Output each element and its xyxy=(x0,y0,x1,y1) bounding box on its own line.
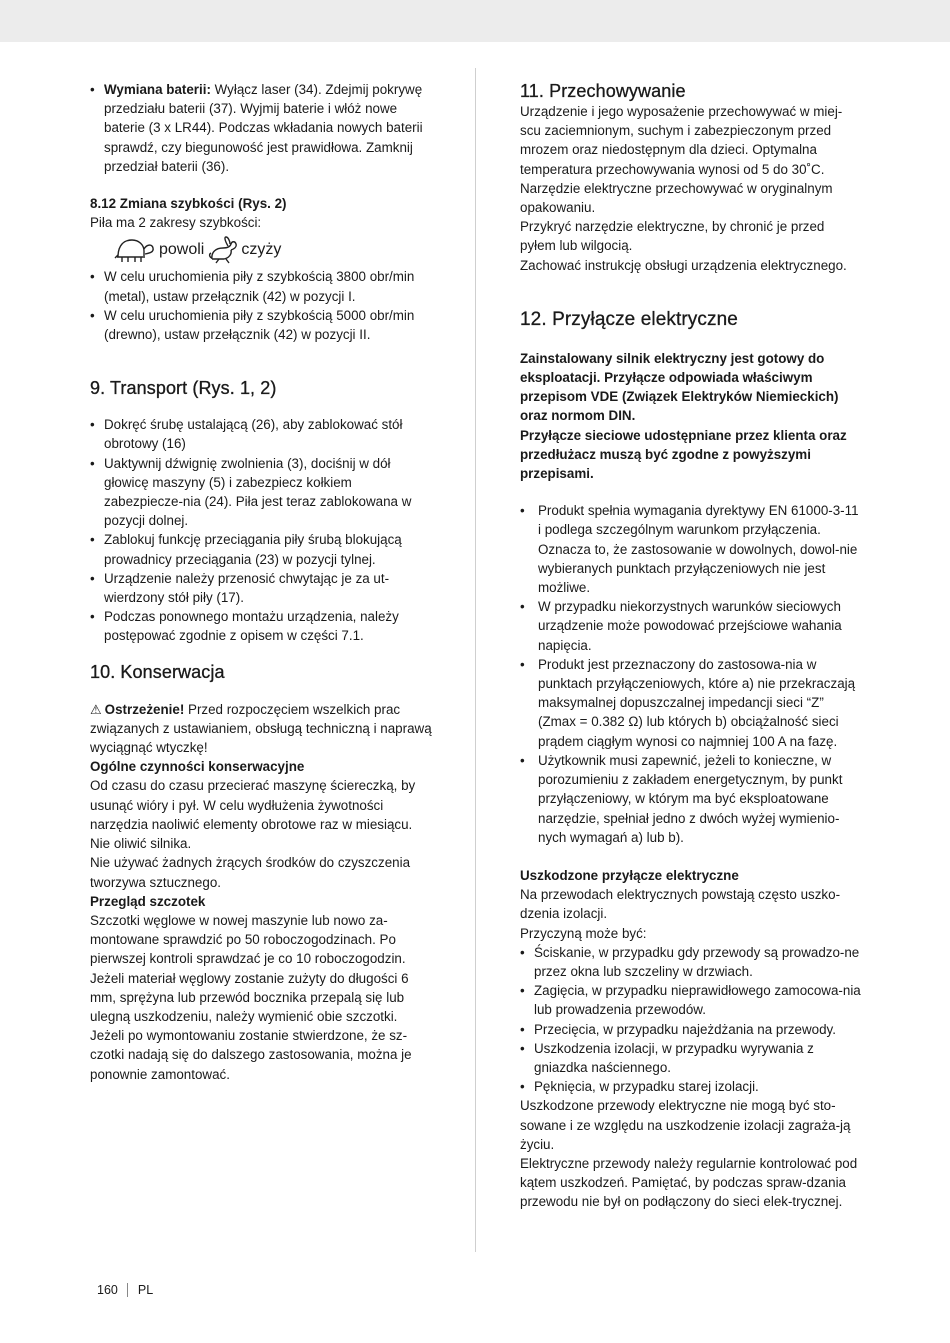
storage-paragraph-1: Urządzenie i jego wyposażenie przechowywać w miej-scu zaciemnionym, suchym i zabezpieczonym przed mrozem oraz niedostępnym dla dzieci. Optymalna temperatura przechowywania wynosi od 5 do 30˚C. Narzędzie elektryczne przechowywać w oryginalnym opakowaniu. xyxy=(520,104,843,216)
damaged-paragraph-1: Na przewodach elektrycznych powstają często uszko-dzenia izolacji. xyxy=(520,887,841,922)
general-heading: Ogólne czynności konserwacyjne xyxy=(90,759,305,775)
list-item: • Dokręć śrubę ustalającą (26), aby zablokować stół obrotowy (16) xyxy=(90,415,432,453)
language-code: PL xyxy=(137,1283,154,1297)
speed-symbols xyxy=(114,234,432,266)
list-item: • W przypadku niekorzystnych warunków sieciowych urządzenie może powodować przejściowe wahania napięcia. xyxy=(520,597,862,655)
damaged-paragraph-4: Elektryczne przewody należy regularnie kontrolować pod kątem uszkodzeń. Pamiętać, by podczas spraw-dzania przewodu nie był on podłączony do sieci elek-trycznej. xyxy=(520,1155,858,1210)
list-item: • Urządzenie należy przenosić chwytając je za ut-wierdzony stół piły (17). xyxy=(90,569,432,607)
turtle-icon xyxy=(114,235,156,265)
top-header-bar xyxy=(0,0,950,42)
damaged-list xyxy=(520,943,862,1097)
list-item: • Produkt spełnia wymagania dyrektywy EN 61000-3-11 i podlega szczególnym warunkom przyłączenia. Oznacza to, że zastosowanie w dowolnych, dowol-nie wybieranych punktach przyłączeniowych nie jest możliwe. xyxy=(520,501,862,597)
maintenance-heading: 10. Konserwacja xyxy=(90,661,225,682)
damaged-paragraph-3: Uszkodzone przewody elektryczne nie mogą być sto-sowane i ze względu na uszkodzenie izolacji zagraża-ją życiu. xyxy=(520,1098,851,1152)
battery-text: Wyłącz laser (34). Zdejmij pokrywę przedziału baterii (37). Wyjmij baterie i włóż nowe baterie (3 x LR44). Podczas wkładania nowych baterii sprawdź, czy biegunowość jest prawidłowa. Zamknij przedział baterii (36). xyxy=(104,82,423,174)
footer-separator xyxy=(127,1283,128,1297)
list-item: • Uaktywnij dźwignię zwolnienia (3), dociśnij w dół głowicę maszyny (5) i zabezpiecz kołkiem zabezpiecze-nia (24). Piła jest teraz zablokowana w pozycji dolnej. xyxy=(90,454,432,531)
storage-paragraph-3: Zachować instrukcję obsługi urządzenia elektrycznego. xyxy=(520,257,847,273)
list-item: • Użytkownik musi zapewnić, jeżeli to konieczne, w porozumieniu z zakładem energetycznym, by punkt przyłączeniowy, w którym ma być eksploatowane narzędzie, spełniał jedno z dwóch wyżej wymienio-nych wymagań a) lub b). xyxy=(520,751,862,847)
transport-list xyxy=(90,415,432,645)
list-item: • Zablokuj funkcję przeciągania piły śrubą blokującą prowadnicy przeciągania (23) w pozycji tylnej. xyxy=(90,530,432,568)
warning-icon: ⚠ xyxy=(90,701,102,717)
speed-slow-label: powoli xyxy=(159,241,205,259)
brush-heading: Przegląd szczotek xyxy=(90,893,206,909)
list-item: • Produkt jest przeznaczony do zastosowa-nia w punktach przyłączeniowych, które a) nie przekraczają maksymalnej dopuszczalnej impedancji sieci “Z” (Zmax = 0.382 Ω) lub których b) obciążalność sieci prądem ciągłym wynosi co najmniej 100 A na fazę. xyxy=(520,655,862,751)
electric-heading: 12. Przyłącze elektryczne xyxy=(520,308,738,330)
warning-label: Ostrzeżenie! xyxy=(104,701,185,717)
transport-heading: 9. Transport (Rys. 1, 2) xyxy=(90,378,277,399)
warning-paragraph xyxy=(90,700,432,758)
list-item: • W celu uruchomienia piły z szybkością 5000 obr/min (drewno), ustaw przełącznik (42) w pozycji II. xyxy=(90,306,432,344)
list-item: • Pęknięcia, w przypadku starej izolacji. xyxy=(520,1077,862,1096)
page-number: 160 xyxy=(97,1283,118,1297)
battery-item xyxy=(90,80,432,176)
speed-list xyxy=(90,267,432,344)
page-footer xyxy=(97,1283,153,1297)
left-column xyxy=(90,80,432,1084)
speed-heading: 8.12 Zmiana szybkości (Rys. 2) xyxy=(90,196,287,212)
list-item: • Uszkodzenia izolacji, w przypadku wyrywania z gniazdka naściennego. xyxy=(520,1039,862,1077)
general-paragraph-1: Od czasu do czasu przecierać maszynę ściereczką, by usunąć wióry i pył. W celu wydłużenia żywotności narzędzia naoliwić elementy obrotowe raz w miesiącu. Nie oliwić silnika. xyxy=(90,778,416,852)
battery-label: Wymiana baterii: xyxy=(104,82,211,97)
speed-intro: Piła ma 2 zakresy szybkości: xyxy=(90,215,262,231)
electric-list xyxy=(520,501,862,847)
brush-paragraph: Szczotki węglowe w nowej maszynie lub nowo za-montowane sprawdzić po 50 roboczogodzinach. Po pierwszej kontroli sprawdzać je co 10 roboczogodzin. Jeżeli materiał węglowy zostanie zużyty do długości 6 mm, sprężyna lub przewód bocznika przepalą się lub ulegną uszkodzeniu, należy wymienić obie szczotki. Jeżeli po wymontowaniu zostanie stwierdzone, że sz-czotki nadają się do dalszego zastosowania, można je ponownie zamontować. xyxy=(90,912,412,1082)
general-paragraph-2: Nie używać żadnych żrących środków do czyszczenia tworzywa sztucznego. xyxy=(90,855,411,890)
speed-fast-label: czyży xyxy=(241,241,282,259)
rabbit-icon xyxy=(208,235,238,265)
right-column xyxy=(520,80,862,1212)
list-item: • W celu uruchomienia piły z szybkością 3800 obr/min (metal), ustaw przełącznik (42) w pozycji I. xyxy=(90,267,432,305)
column-divider xyxy=(475,68,476,1252)
electric-bold-paragraph-2: Przyłącze sieciowe udostępniane przez klienta oraz przedłużacz muszą być zgodne z powyższymi przepisami. xyxy=(520,427,847,482)
warning-text: Przed rozpoczęciem wszelkich prac związanych z ustawianiem, obsługą techniczną i naprawą wyciągnąć wtyczkę! xyxy=(90,701,432,756)
list-item: • Przecięcia, w przypadku najeżdżania na przewody. xyxy=(520,1020,862,1039)
list-item: • Ściskanie, w przypadku gdy przewody są prowadzo-ne przez okna lub szczeliny w drzwiach. xyxy=(520,943,862,981)
storage-heading: 11. Przechowywanie xyxy=(520,81,686,101)
damaged-heading: Uszkodzone przyłącze elektryczne xyxy=(520,867,739,883)
list-item: • Zagięcia, w przypadku nieprawidłowego zamocowa-nia lub prowadzenia przewodów. xyxy=(520,981,862,1019)
damaged-paragraph-2: Przyczyną może być: xyxy=(520,925,647,941)
storage-paragraph-2: Przykryć narzędzie elektryczne, by chronić je przed pyłem lub wilgocią. xyxy=(520,219,825,254)
list-item: • Podczas ponownego montażu urządzenia, należy postępować zgodnie z opisem w części 7.1. xyxy=(90,607,432,645)
battery-list xyxy=(90,80,432,176)
electric-bold-paragraph-1: Zainstalowany silnik elektryczny jest gotowy do eksploatacji. Przyłącze odpowiada właściwym przepisom VDE (Związek Elektryków Niemieckich) oraz normom DIN. xyxy=(520,350,839,424)
